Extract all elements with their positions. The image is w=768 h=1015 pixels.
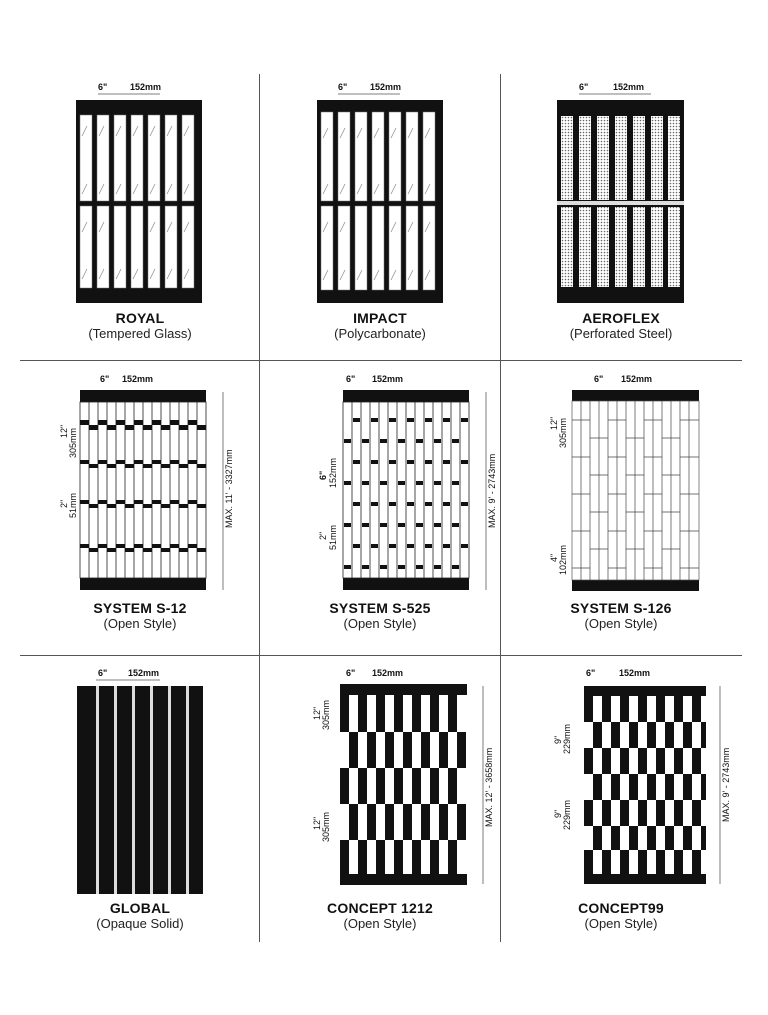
panel-material: (Open Style)	[584, 616, 658, 631]
panel-material: (Perforated Steel)	[569, 326, 673, 341]
panel-title: ROYAL	[115, 310, 165, 326]
dim-mm: 152mm	[128, 668, 160, 678]
panel-material: (Open Style)	[343, 616, 417, 631]
panel-material: (Open Style)	[103, 616, 177, 631]
panel-title: SYSTEM S-525	[329, 600, 431, 616]
spacing2-inch: 9"	[553, 809, 563, 818]
max-height-label: MAX. 12' - 3658mm	[484, 747, 494, 827]
dim-inch: 6"	[346, 668, 356, 678]
panel-global	[20, 662, 260, 950]
spacing-mm: 229mm	[562, 723, 572, 754]
panel-material: (Open Style)	[584, 916, 658, 931]
dim-mm: 152mm	[372, 668, 404, 678]
panel-aeroflex	[501, 74, 741, 362]
spacing-mm: 305mm	[321, 699, 331, 730]
dim-inch: 6"	[98, 82, 108, 92]
panel-material: (Tempered Glass)	[88, 326, 192, 341]
spacing2-mm: 305mm	[321, 811, 331, 842]
spacing2-mm: 229mm	[562, 799, 572, 830]
panel-system-s-12	[20, 368, 260, 656]
panel-royal	[20, 74, 260, 362]
panel-title: SYSTEM S-12	[93, 600, 187, 616]
dim-inch: 6"	[338, 82, 348, 92]
panel-concept-1212	[260, 662, 500, 950]
panel-concept99	[501, 662, 741, 950]
spacing-inch: 9"	[553, 735, 563, 744]
panel-title: CONCEPT99	[578, 900, 664, 916]
panel-impact	[260, 74, 500, 362]
panel-material: (Polycarbonate)	[334, 326, 426, 341]
spacing-mm: 152mm	[328, 457, 338, 488]
dim-inch: 6"	[586, 668, 596, 678]
dim-mm: 152mm	[621, 374, 653, 384]
spacing2-inch: 12"	[312, 816, 322, 830]
panel-system-s-525	[260, 368, 500, 656]
panel-material: (Opaque Solid)	[96, 916, 184, 931]
tie-inch: 2"	[59, 499, 69, 508]
max-height-label: MAX. 9' - 2743mm	[721, 747, 731, 822]
dim-inch: 6"	[594, 374, 604, 384]
dim-mm: 152mm	[613, 82, 645, 92]
tie-mm: 51mm	[68, 492, 78, 518]
panel-title: SYSTEM S-126	[570, 600, 672, 616]
panel-title: GLOBAL	[109, 900, 171, 916]
spacing-inch: 12"	[549, 416, 559, 430]
dim-mm: 152mm	[370, 82, 402, 92]
panel-title: AEROFLEX	[582, 310, 660, 326]
max-height-label: MAX. 11' - 3327mm	[224, 449, 234, 528]
panel-system-s-126	[501, 368, 741, 656]
dim-mm: 152mm	[122, 374, 154, 384]
max-height-label: MAX. 9' - 2743mm	[487, 453, 497, 528]
panel-title: CONCEPT 1212	[327, 900, 433, 916]
panel-style-grid	[20, 74, 742, 942]
tie-mm: 102mm	[558, 544, 568, 575]
spacing-inch: 12"	[312, 706, 322, 720]
dim-inch: 6"	[98, 668, 108, 678]
tie-mm: 51mm	[328, 524, 338, 550]
spacing-mm: 305mm	[68, 427, 78, 458]
spacing-inch: 6"	[318, 470, 328, 480]
panel-title: IMPACT	[353, 310, 407, 326]
dim-mm: 152mm	[130, 82, 162, 92]
dim-inch: 6"	[346, 374, 356, 384]
tie-inch: 2"	[318, 531, 328, 540]
spacing-mm: 305mm	[558, 417, 568, 448]
dim-mm: 152mm	[372, 374, 404, 384]
tie-inch: 4"	[549, 553, 559, 562]
spacing-inch: 12"	[59, 424, 69, 438]
panel-material: (Open Style)	[343, 916, 417, 931]
dim-inch: 6"	[100, 374, 110, 384]
dim-inch: 6"	[579, 82, 589, 92]
dim-mm: 152mm	[619, 668, 651, 678]
